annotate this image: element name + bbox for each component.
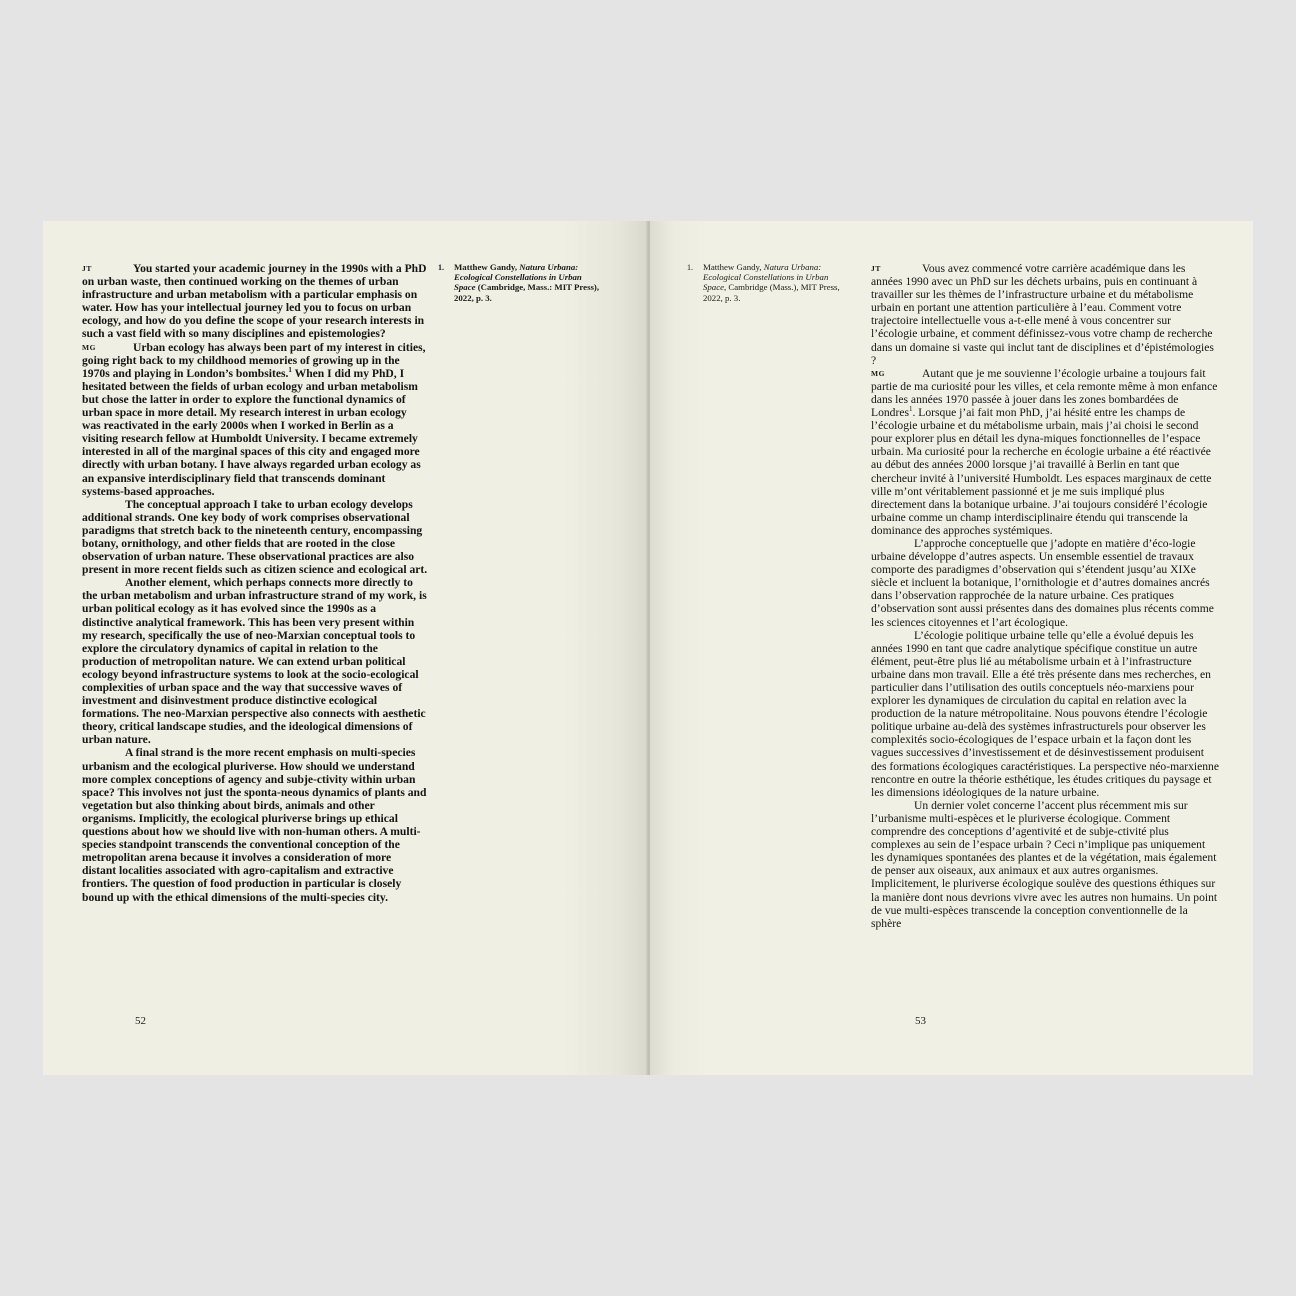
- answer-paragraph: The conceptual approach I take to urban ecology develops additional strands. One key body of work comprises observational paradigms that stretch back to the nineteenth century, encompassing botany, ornithology, and other fields that are rooted in the close observation of urban nature. These observational practices are also present in more recent fields such as citizen science and ecological art.: [82, 497, 428, 577]
- speaker-mg: MG: [82, 342, 97, 352]
- answer-paragraph: L’écologie politique urbaine telle qu’elle a évolué depuis les années 1990 en tant que cadre analytique spécifique constitue un autre élément, peut-être plus lié au métabolisme urbain et à l’infrastructure urbaine dans mon travail. Elle a été très présente dans mes recherches, en particulier dans l’utilisation des outils conceptuels néo-marxiens pour explorer les dynamiques de circulation du capital en relation avec la production de la nature métropolitaine. Nous pouvons étendre l’écologie politique urbaine au-delà des systèmes infrastructurels pour observer les complexités socio-écologiques de l’espace urbain et la façon dont les vagues successives d’investissement et de désinvestissement produisent des formations écologiques caractéristiques. La perspective néo-marxienne rencontre en outre la théorie esthétique, les études critiques du paysage et les dimensions idéologiques de la nature urbaine.: [871, 628, 1219, 799]
- footnote-title: Natura Urbana: Ecological Constellations in Urban Space: [703, 262, 829, 293]
- footnote-number: 1.: [687, 263, 693, 272]
- answer-paragraph: L’approche conceptuelle que j’adopte en matière d’éco-logie urbaine développe d’autres aspects. Un ensemble essentiel de travaux comporte des paradigmes d’observation qui s’étendent jusqu’au XIXe siècle et incluent la botanique, l’ornithologie et d’autres domaines ancrés dans l’observation rapprochée de la nature urbaine. Ces pratiques d’observation sont aussi présentes dans des domaines plus récents comme les sciences citoyennes et l’art écologique.: [871, 536, 1214, 629]
- footnote-ref[interactable]: 1: [288, 365, 292, 374]
- page-number: 53: [915, 1015, 926, 1027]
- page-number: 52: [135, 1015, 146, 1027]
- answer-paragraph: Un dernier volet concerne l’accent plus récemment mis sur l’urbanisme multi-espèces et le pluriverse écologique. Comment comprendre des conceptions d’agentivité et de subje-ctivité plus complexes au sein de l’espace urbain ? Ceci n’implique pas uniquement les dynamiques spontanées des plantes et de la végétation, mais également de penser aux oiseaux, aux animaux et aux autres organismes. Implicitement, le pluriverse écologique soulève des questions éthiques sur la manière dont nous devrions vivre avec les autres non humains. Un point de vue multi-espèces transcende la conception conventionnelle de la sphère: [871, 798, 1218, 930]
- footnote-citation: , Cambridge (Mass.), MIT Press, 2022, p. 3.: [703, 282, 840, 303]
- footnote-author: Matthew Gandy,: [454, 262, 518, 272]
- answer-paragraph: Another element, which perhaps connects more directly to the urban metabolism and urban infrastructure strand of my work, is urban political ecology as it has evolved since the 1990s as a distinctive analytical framework. This has been very present within my research, specifically the use of neo-Marxian conceptual tools to explore the circulatory dynamics of capital in relation to the production of metropolitan nature. We can extend urban political ecology beyond infrastructure systems to look at the socio-ecological complexities of urban space and the way that successive waves of investment and disinvestment produce distinctive ecological formations. The neo-Marxian perspective also connects with aesthetic theory, critical landscape studies, and the ideological dimensions of urban nature.: [82, 576, 427, 747]
- footnote: [438, 262, 608, 303]
- footnote-author: Matthew Gandy,: [703, 262, 762, 272]
- answer-paragraph: A final strand is the more recent emphasis on multi-species urbanism and the ecological pluriverse. How should we understand more complex conceptions of agency and subje-ctivity within urban space? This involves not just the sponta-neous dynamics of plants and vegetation but also thinking about birds, animals and other organisms. Implicitly, the ecological pluriverse brings up ethical questions about how we should live with non-human others. A multi-species standpoint transcends the conventional conception of the metropolitan arena because it involves a consideration of more distant localities associated with agro-capitalism and extractive frontiers. The question of food production in particular is closely bound up with the ethical dimensions of the multi-species city.: [82, 746, 427, 904]
- jt-question: [871, 262, 1219, 367]
- left-page: [43, 221, 648, 1075]
- interview-text-french: [871, 262, 1219, 930]
- question-text: You started your academic journey in the 1990s with a PhD on urban waste, then continued working on the themes of urban infrastructure and urban metabolism with a particular emphasis on water. How has your intellectual journey led you to focus on urban ecology, and how do you define the scope of your research interests in such a vast field with so many disciplines and epistemologies?: [82, 262, 427, 341]
- answer-text: When I did my PhD, I hesitated between the fields of urban ecology and urban metabolism but chose the latter in order to explore the functional dynamics of urban space in more detail. My research interest in urban ecology was reactivated in the early 2000s when I worked in Berlin as a visiting research fellow at Humboldt University. I became extremely interested in all of the marginal spaces of this city and engaged more directly with urban botany. I have always regarded urban ecology as an expansive interdisciplinary field that transcends dominant systems-based approaches.: [82, 366, 421, 498]
- answer-text: Urban ecology has always been part of my interest in cities, going right back to my childhood memories of growing up in the 1970s and playing in London’s bombsites.: [82, 340, 426, 380]
- jt-question: [82, 262, 428, 341]
- speaker-jt: JT: [82, 264, 92, 273]
- question-text: Vous avez commencé votre carrière académique dans les années 1990 avec un PhD sur les déchets urbains, puis en continuant à travailler sur les thèmes de l’infrastructure urbaine et du métabolisme urbain en portant une attention particulière à l’eau. Comment votre trajectoire intellectuelle vous a-t-elle mené à vous concentrer sur l’écologie urbaine, et comment définissez-vous votre champ de recherche dans un domaine si vaste qui inclut tant de disciplines et d’épistémologies ?: [871, 262, 1214, 367]
- footnote-title: Natura Urbana: Ecological Constellations in Urban Space: [454, 262, 582, 293]
- footnote-ref[interactable]: 1: [909, 405, 913, 414]
- footnote-citation: (Cambridge, Mass.: MIT Press), 2022, p. 3.: [454, 282, 600, 303]
- answer-text: . Lorsque j’ai fait mon PhD, j’ai hésité entre les champs de l’écologie urbaine et du métabolisme urbain, mais j’ai choisi le second pour explorer plus en détail les dyna-miques fonctionnelles de l’espace urbain. Ma curiosité pour la recherche en écologie urbaine a été réactivée au début des années 2000 lorsque j’ai travaillé à Berlin en tant que chercheur invité à l’université Humboldt. Les espaces marginaux de cette ville m’ont véritablement passionné et je me suis impliqué plus directement dans la botanique urbaine. J’ai toujours considéré l’écologie urbaine comme un champ interdisciplinaire étendu qui transcende la dominance des approches systémiques.: [871, 406, 1212, 537]
- speaker-jt: JT: [871, 264, 881, 273]
- answer-text: Autant que je me souvienne l’écologie urbaine a toujours fait partie de ma curiosité pour les villes, et cela remonte même à mon enfance dans les années 1970 passée à jouer dans les zones bombardées de Londres: [871, 366, 1218, 420]
- mg-answer: [871, 367, 1219, 537]
- footnote-number: 1.: [438, 263, 444, 272]
- interview-text-english: [82, 262, 428, 904]
- speaker-mg: MG: [871, 368, 886, 378]
- footnote: [687, 262, 862, 303]
- right-page: [650, 221, 1253, 1075]
- mg-answer: [82, 341, 428, 498]
